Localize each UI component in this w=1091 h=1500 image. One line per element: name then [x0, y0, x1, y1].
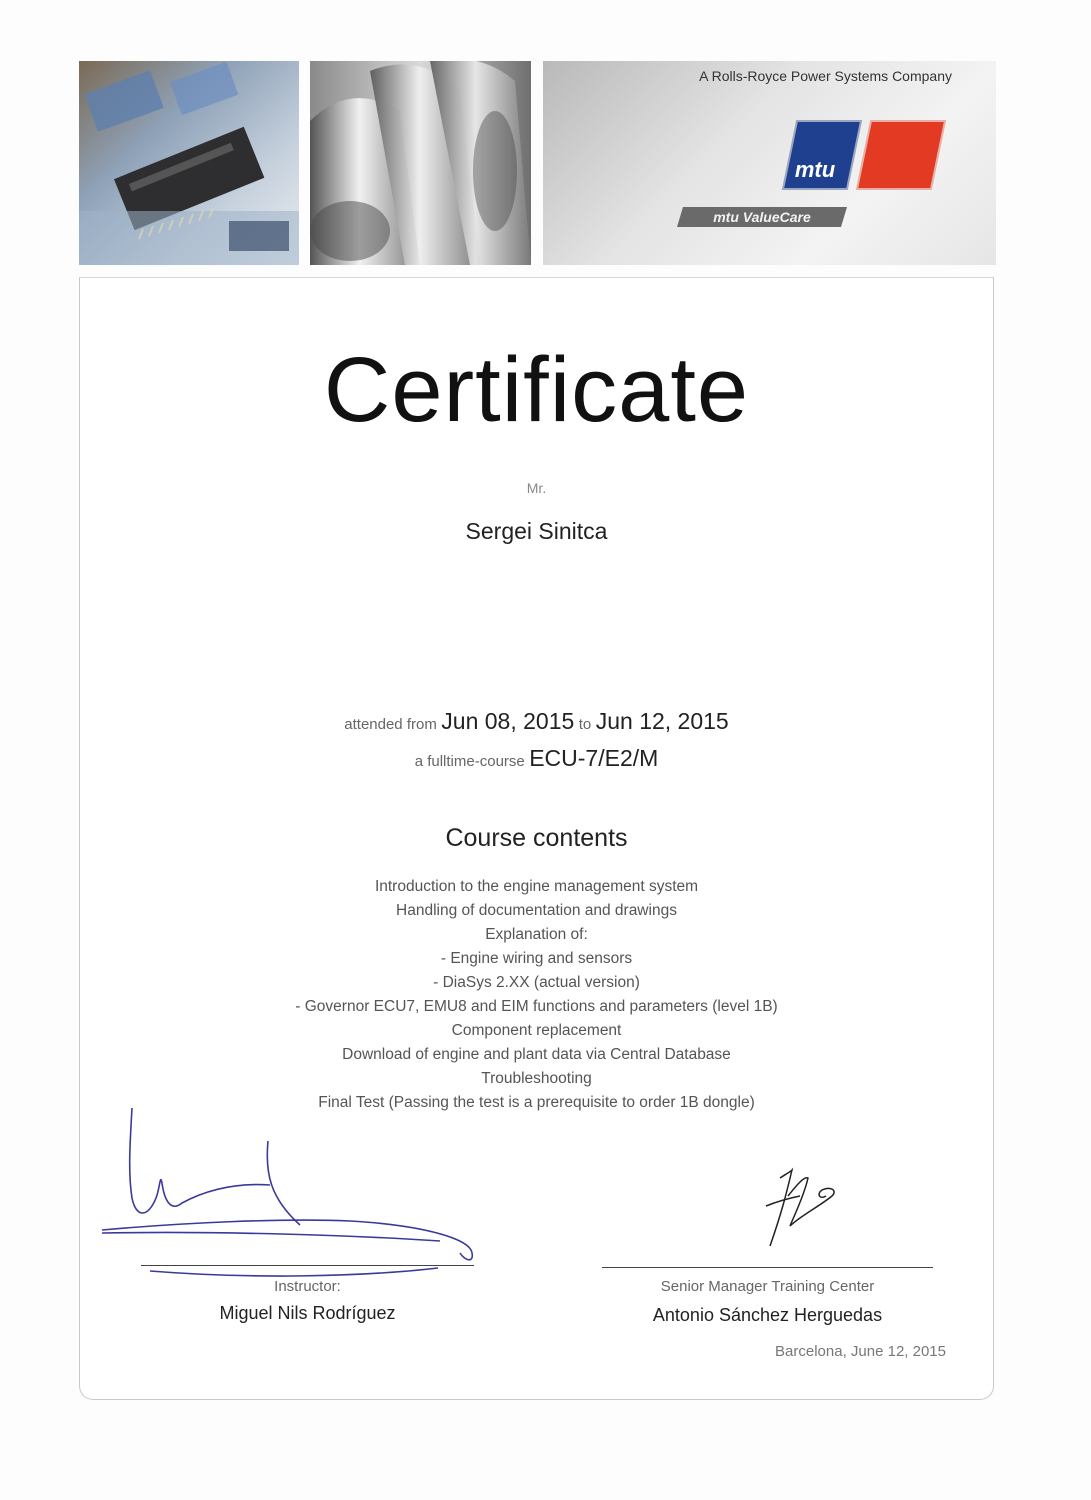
- list-item: Introduction to the engine management system: [374, 878, 699, 895]
- salutation: Mr.: [526, 480, 547, 496]
- list-item: - Governor ECU7, EMU8 and EIM functions and parameters (level 1B): [295, 998, 778, 1015]
- list-item: Troubleshooting: [481, 1070, 592, 1087]
- valuecare-badge: [677, 207, 847, 227]
- course-code: ECU-7/E2/M: [529, 745, 659, 771]
- course-line: [80, 745, 993, 772]
- manager-signature-line: [602, 1267, 933, 1268]
- mtu-logo: [779, 119, 949, 191]
- course-contents-list: [80, 875, 993, 1115]
- list-item: - DiaSys 2.XX (actual version): [433, 974, 640, 991]
- start-date: Jun 08, 2015: [441, 708, 575, 734]
- manager-name: Antonio Sánchez Herguedas: [652, 1305, 883, 1325]
- certificate-card: [79, 277, 994, 1400]
- manager-signature: [760, 1166, 850, 1250]
- circuit-board-photo: [79, 61, 299, 265]
- list-item: Explanation of:: [485, 926, 588, 943]
- valuecare-text: mtu ValueCare: [713, 209, 811, 225]
- to-label: to: [578, 716, 592, 733]
- attended-from-label: attended from: [344, 716, 437, 733]
- instructor-name: Miguel Nils Rodríguez: [219, 1303, 396, 1323]
- manager-role: Senior Manager Training Center: [660, 1278, 875, 1295]
- course-label: a fulltime-course: [414, 753, 525, 770]
- list-item: Handling of documentation and drawings: [396, 902, 677, 919]
- instructor-role: Instructor:: [274, 1278, 341, 1295]
- list-item: Final Test (Passing the test is a prerequisite to order 1B dongle): [318, 1094, 755, 1111]
- attendance-period: [80, 708, 993, 735]
- mtu-logo-text: mtu: [794, 157, 836, 182]
- recipient-name: Sergei Sinitca: [465, 518, 608, 544]
- course-contents-title: Course contents: [445, 824, 628, 852]
- certificate-title: Certificate: [323, 339, 750, 441]
- place-and-date: Barcelona, June 12, 2015: [775, 1343, 946, 1360]
- certificate-header: [79, 61, 996, 265]
- brand-panel: [543, 61, 996, 265]
- parent-company-tagline: A Rolls-Royce Power Systems Company: [699, 68, 952, 84]
- end-date: Jun 12, 2015: [595, 708, 729, 734]
- instructor-signature: [100, 1103, 480, 1278]
- list-item: - Engine wiring and sensors: [440, 950, 633, 967]
- list-item: Component replacement: [451, 1022, 622, 1039]
- instructor-signature-line: [141, 1265, 474, 1266]
- list-item: Download of engine and plant data via Central Database: [342, 1046, 731, 1063]
- engine-parts-photo: [310, 61, 531, 265]
